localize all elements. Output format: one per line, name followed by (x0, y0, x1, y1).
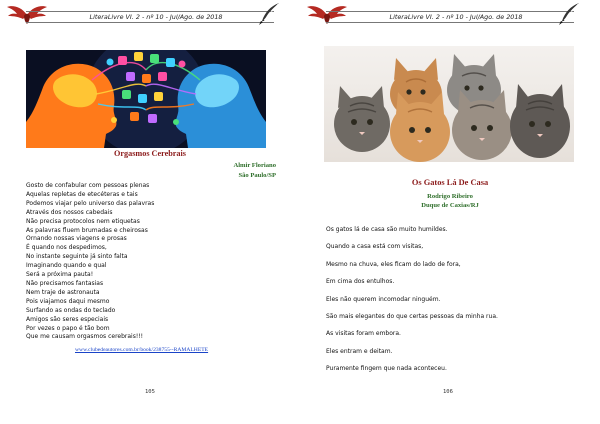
poem-line: As palavras fluem brumadas e cheirosas (26, 226, 148, 234)
poem-line: Que me causam orgasmos cerebrais!!! (26, 333, 144, 341)
poem-line: No instante seguinte já sinto falta (26, 253, 128, 261)
poem-line: Nem traje de astronauta (26, 288, 100, 296)
story-paragraph: Quando a casa está com visitas, (326, 243, 424, 251)
poem-line: Aquelas repletas de etecéteras e tais (26, 190, 138, 198)
story-paragraph: Puramente fingem que nada aconteceu. (326, 365, 447, 373)
poem-line: Será a próxima pauta! (26, 271, 94, 279)
story-paragraph: As visitas foram embora. (326, 330, 401, 338)
story-paragraph: Em cima dos entulhos. (326, 278, 395, 286)
poem-location: São Paulo/SP (238, 172, 276, 179)
header-text: LiteraLivre VI. 2 - nº 10 - Jul/Ago. de 2018 (89, 13, 223, 21)
poem-body (26, 182, 266, 342)
story-paragraph: São mais elegantes do que certas pessoas da minha rua. (326, 312, 498, 320)
story-title: Os Gatos Lá De Casa (411, 178, 489, 187)
brain-heads-illustration (26, 50, 266, 148)
poem-line: Gosto de confabular com pessoas plenas (26, 182, 150, 189)
poem-line: Surfando as ondas do teclado (26, 306, 116, 314)
poem-line: É quando nos despedimos, (26, 244, 107, 252)
story-paragraph: Os gatos lá de casa são muito humildes. (326, 226, 448, 233)
story-author: Rodrigo Ribeiro (427, 193, 473, 200)
book-link[interactable]: www.clubedeautores.com.br/book/238755--RAMALHETE (75, 347, 209, 353)
header-rule-bottom (326, 22, 574, 23)
story-paragraph: Eles não querem incomodar ninguém. (326, 295, 441, 303)
page-header (0, 0, 300, 30)
poem-line: Imaginando quando e qual (26, 262, 107, 270)
page-number: 105 (145, 389, 155, 395)
page-header (300, 0, 600, 30)
poem-line: Pois viajamos daqui mesmo (26, 297, 110, 305)
kittens-photo (324, 46, 574, 162)
story-body (326, 226, 574, 383)
story-paragraph: Mesmo na chuva, eles ficam do lado de fora, (326, 260, 461, 268)
header-text: LiteraLivre VI. 2 - nº 10 - Jul/Ago. de 2018 (389, 13, 523, 21)
poem-line: Não precisa protocolos nem etiquetas (26, 217, 140, 225)
story-location: Duque de Caxias/RJ (421, 202, 479, 209)
right-page (300, 0, 600, 424)
poem-line: Por vezes o papo é tão bom (26, 324, 110, 332)
poem-line: Não precisamos fantasias (26, 279, 104, 287)
poem-line: Através dos nossos cabedais (26, 208, 113, 216)
poem-title: Orgasmos Cerebrais (114, 149, 186, 158)
header-rule-top (26, 11, 274, 12)
poem-author: Almir Floriano (233, 162, 276, 169)
poem-line: Podemos viajar pelo universo das palavras (26, 199, 155, 207)
quill-pen-icon (258, 2, 280, 26)
header-rule-top (326, 11, 574, 12)
poem-line: Ornando nossas viagens e prosas (26, 235, 127, 243)
poem-line: Amigos são seres especiais (26, 315, 109, 323)
page-number: 106 (443, 389, 453, 395)
header-rule-bottom (26, 22, 274, 23)
quill-pen-icon (558, 2, 580, 26)
story-paragraph: Eles entram e deitam. (326, 347, 393, 355)
